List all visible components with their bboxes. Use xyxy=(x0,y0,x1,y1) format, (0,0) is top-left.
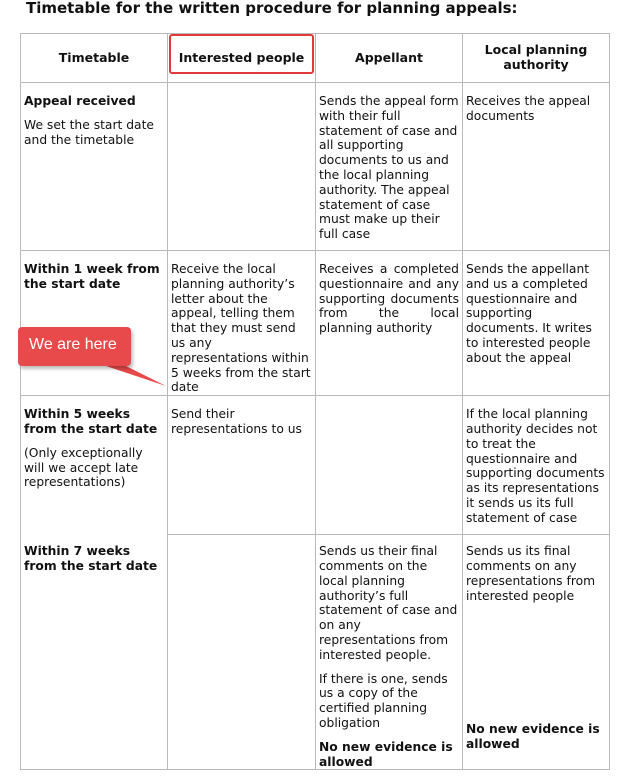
lpa-cell: Receives the appeal documents xyxy=(463,83,610,251)
timetable-cell xyxy=(21,83,168,251)
lpa-cell: If the local planning authority decides not to treat the questionnaire and supporting documents as its representations it sends us its full statement of case xyxy=(463,396,610,535)
interested-cell: Receive the local planning authority’s letter about the appeal, telling them that they must send us any representations within 5 weeks from the start date xyxy=(168,251,316,396)
timetable-cell xyxy=(21,251,168,396)
we-are-here-callout xyxy=(18,327,131,366)
row-note-start-date: We set the start date and the timetable xyxy=(24,117,154,147)
interested-cell xyxy=(168,535,316,770)
lpa-no-new-evidence: No new evidence is allowed xyxy=(466,722,600,752)
timetable-cell xyxy=(21,535,168,770)
interested-cell: Send their representations to us xyxy=(168,396,316,535)
header-local-planning-authority xyxy=(463,34,610,83)
appellant-cell: Receives a completed questionnaire and any supporting documents from the local planning authority xyxy=(316,251,463,396)
lpa-cell: Sends the appellant and us a completed questionnaire and supporting documents. It writes to interested people about the appeal xyxy=(463,251,610,396)
lpa-cell xyxy=(463,535,610,770)
appellant-planning-obligation: If there is one, sends us a copy of the certified planning obligation xyxy=(319,671,448,730)
row-heading-week-5: Within 5 weeks from the start date xyxy=(24,407,158,436)
appellant-cell xyxy=(316,535,463,770)
appellant-no-new-evidence: No new evidence is allowed xyxy=(319,739,453,769)
table-row-week-5 xyxy=(21,396,610,535)
interested-cell xyxy=(168,83,316,251)
header-row xyxy=(21,34,610,83)
lpa-final-comments: Sends us its final comments on any representations from interested people xyxy=(466,544,596,603)
interested-people-highlight xyxy=(169,34,314,74)
appellant-cell: Sends the appeal form with their full statement of case and all supporting documents to us and the local planning authority. The appeal statement of case must make up their full case xyxy=(316,83,463,251)
row-heading-week-7: Within 7 weeks from the start date xyxy=(24,544,158,573)
callout-label: We are here xyxy=(29,336,117,353)
appellant-cell xyxy=(316,396,463,535)
table-row-week-1 xyxy=(21,251,610,396)
table-row-appeal-received xyxy=(21,83,610,251)
header-lpa-line1: Local planning xyxy=(484,42,588,58)
header-appellant: Appellant xyxy=(316,34,463,83)
row-heading-week-1: Within 1 week from the start date xyxy=(24,262,160,291)
page-title: Timetable for the written procedure for planning appeals: xyxy=(26,0,518,17)
header-timetable: Timetable xyxy=(21,34,168,83)
table-row-week-7 xyxy=(21,535,610,770)
row-heading-appeal-received: Appeal received xyxy=(24,94,136,108)
timetable-table xyxy=(20,33,610,770)
header-lpa-line2: authority xyxy=(503,57,569,72)
appellant-final-comments: Sends us their final comments on the local planning authority’s full statement of case and on any representations from interested people. xyxy=(319,544,458,662)
timetable-cell xyxy=(21,396,168,535)
row-note-late-representations: (Only exceptionally will we accept late representations) xyxy=(24,445,143,490)
header-interested-people: Interested people xyxy=(168,34,316,83)
